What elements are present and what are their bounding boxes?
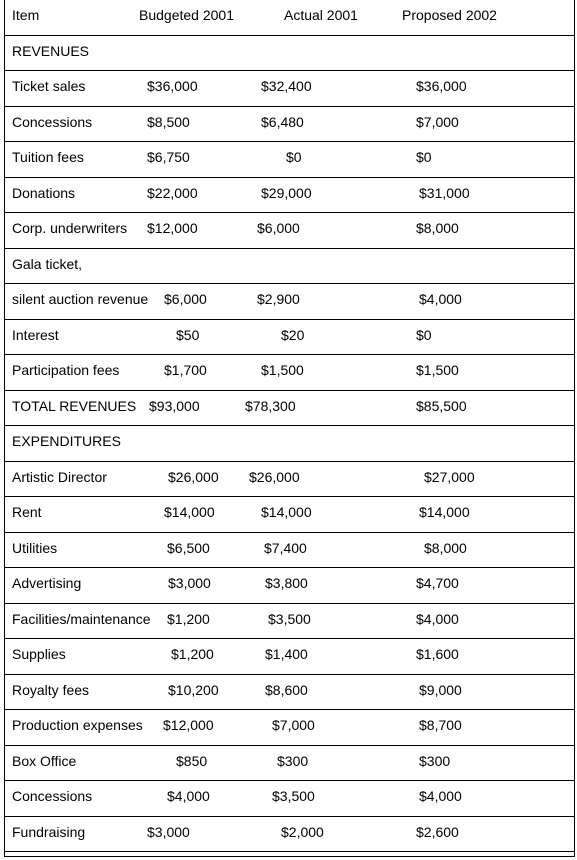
table-row xyxy=(5,675,574,711)
row-budgeted-value: $4,000 xyxy=(167,788,210,804)
header-budgeted-2001: Budgeted 2001 xyxy=(139,7,234,23)
table-row xyxy=(5,71,574,107)
table-row xyxy=(5,320,574,356)
row-budgeted-value: $36,000 xyxy=(147,78,198,94)
row-actual-value: $1,500 xyxy=(261,362,304,378)
row-item-label: TOTAL REVENUES xyxy=(12,397,137,414)
row-item-label: Corp. underwriters xyxy=(12,220,128,236)
row-item-label: Utilities xyxy=(12,539,58,556)
row-item-label: Concessions xyxy=(12,113,93,130)
row-proposed-value: $27,000 xyxy=(424,468,475,485)
row-budgeted-value: $1,700 xyxy=(164,362,207,378)
table-row xyxy=(5,604,574,640)
row-actual-value: $0 xyxy=(286,149,302,165)
row-item-label: Tuition fees xyxy=(12,149,84,165)
row-actual-value: $78,300 xyxy=(245,397,296,414)
row-item-label: Advertising xyxy=(12,575,82,591)
table-row xyxy=(5,462,574,498)
row-budgeted-value: $3,000 xyxy=(147,823,190,840)
row-actual-value: $2,000 xyxy=(281,823,324,840)
table-row xyxy=(5,781,574,817)
row-proposed-value: $1,600 xyxy=(416,646,459,662)
row-item-label: Supplies xyxy=(12,646,66,662)
table-row xyxy=(5,355,574,391)
row-item-label: Gala ticket, xyxy=(12,255,83,272)
header-proposed-2002: Proposed 2002 xyxy=(402,7,497,23)
row-budgeted-value: $14,000 xyxy=(164,504,215,520)
row-budgeted-value: $6,500 xyxy=(167,539,210,556)
row-item-label: Participation fees xyxy=(12,362,120,378)
row-budgeted-value: $22,000 xyxy=(147,184,198,201)
row-budgeted-value: $26,000 xyxy=(168,468,219,485)
row-budgeted-value: $6,750 xyxy=(147,149,190,165)
row-item-label: Fundraising xyxy=(12,823,86,840)
row-actual-value: $32,400 xyxy=(261,78,312,94)
table-row xyxy=(5,746,574,782)
row-item-label: Production expenses xyxy=(12,717,143,733)
header-actual-2001: Actual 2001 xyxy=(284,7,358,23)
row-actual-value: $14,000 xyxy=(261,504,312,520)
table-row xyxy=(5,533,574,569)
row-actual-value: $29,000 xyxy=(261,184,312,201)
table-row xyxy=(5,142,574,178)
row-proposed-value: $31,000 xyxy=(419,184,470,201)
row-proposed-value: $8,700 xyxy=(419,717,462,733)
row-actual-value: $7,000 xyxy=(272,717,315,733)
row-proposed-value: $2,600 xyxy=(416,823,459,840)
row-actual-value: $20 xyxy=(281,326,305,343)
row-budgeted-value: $10,200 xyxy=(168,681,219,698)
row-proposed-value: $8,000 xyxy=(416,220,459,236)
row-proposed-value: $9,000 xyxy=(419,681,462,698)
row-proposed-value: $4,700 xyxy=(416,575,459,591)
row-item-label: Concessions xyxy=(12,788,93,804)
row-item-label: Royalty fees xyxy=(12,681,90,698)
row-item-label: Artistic Director xyxy=(12,468,107,485)
row-proposed-value: $7,000 xyxy=(416,113,459,130)
table-row xyxy=(5,497,574,533)
row-proposed-value: $4,000 xyxy=(419,291,462,307)
row-proposed-value: $0 xyxy=(416,149,432,165)
row-actual-value: $26,000 xyxy=(249,468,300,485)
table-row xyxy=(5,36,574,72)
table-row xyxy=(5,213,574,249)
row-budgeted-value: $6,000 xyxy=(164,291,207,307)
row-actual-value: $6,480 xyxy=(261,113,304,130)
row-budgeted-value: $12,000 xyxy=(163,717,214,733)
row-actual-value: $2,900 xyxy=(257,291,300,307)
row-item-label: Facilities/maintenance xyxy=(12,610,151,627)
row-budgeted-value: $3,000 xyxy=(168,575,211,591)
row-proposed-value: $4,000 xyxy=(416,610,459,627)
row-budgeted-value: $850 xyxy=(176,752,208,769)
row-actual-value: $7,400 xyxy=(264,539,307,556)
row-budgeted-value: $1,200 xyxy=(167,610,210,627)
row-item-label: Rent xyxy=(12,504,42,520)
table-header-row xyxy=(5,0,574,36)
row-proposed-value: $14,000 xyxy=(419,504,470,520)
table-row xyxy=(5,249,574,285)
row-item-label: REVENUES xyxy=(12,42,90,59)
table-row xyxy=(5,568,574,604)
row-item-label: Ticket sales xyxy=(12,78,86,94)
row-budgeted-value: $8,500 xyxy=(147,113,190,130)
row-proposed-value: $300 xyxy=(419,752,451,769)
row-item-label: silent auction revenue xyxy=(12,291,149,307)
table-row xyxy=(5,284,574,320)
row-item-label: EXPENDITURES xyxy=(12,433,121,449)
table-row xyxy=(5,426,574,462)
row-proposed-value: $0 xyxy=(416,326,432,343)
row-proposed-value: $1,500 xyxy=(416,362,459,378)
row-actual-value: $300 xyxy=(277,752,309,769)
row-actual-value: $3,500 xyxy=(272,788,315,804)
row-proposed-value: $8,000 xyxy=(424,539,467,556)
row-item-label: Donations xyxy=(12,184,76,201)
row-budgeted-value: $1,200 xyxy=(171,646,214,662)
row-proposed-value: $4,000 xyxy=(419,788,462,804)
row-proposed-value: $85,500 xyxy=(416,397,467,414)
table-row xyxy=(5,107,574,143)
row-proposed-value: $36,000 xyxy=(416,78,467,94)
row-budgeted-value: $93,000 xyxy=(149,397,200,414)
row-budgeted-value: $12,000 xyxy=(147,220,198,236)
table-row xyxy=(5,710,574,746)
table-row xyxy=(5,178,574,214)
row-actual-value: $1,400 xyxy=(265,646,308,662)
header-item: Item xyxy=(12,7,40,23)
table-row xyxy=(5,639,574,675)
table-row xyxy=(5,817,574,853)
row-item-label: Box Office xyxy=(12,752,77,769)
row-actual-value: $3,500 xyxy=(268,610,311,627)
row-budgeted-value: $50 xyxy=(176,326,200,343)
row-actual-value: $3,800 xyxy=(265,575,308,591)
budget-table xyxy=(4,0,575,857)
table-row xyxy=(5,391,574,427)
row-actual-value: $6,000 xyxy=(257,220,300,236)
row-actual-value: $8,600 xyxy=(265,681,308,698)
row-item-label: Interest xyxy=(12,326,59,343)
